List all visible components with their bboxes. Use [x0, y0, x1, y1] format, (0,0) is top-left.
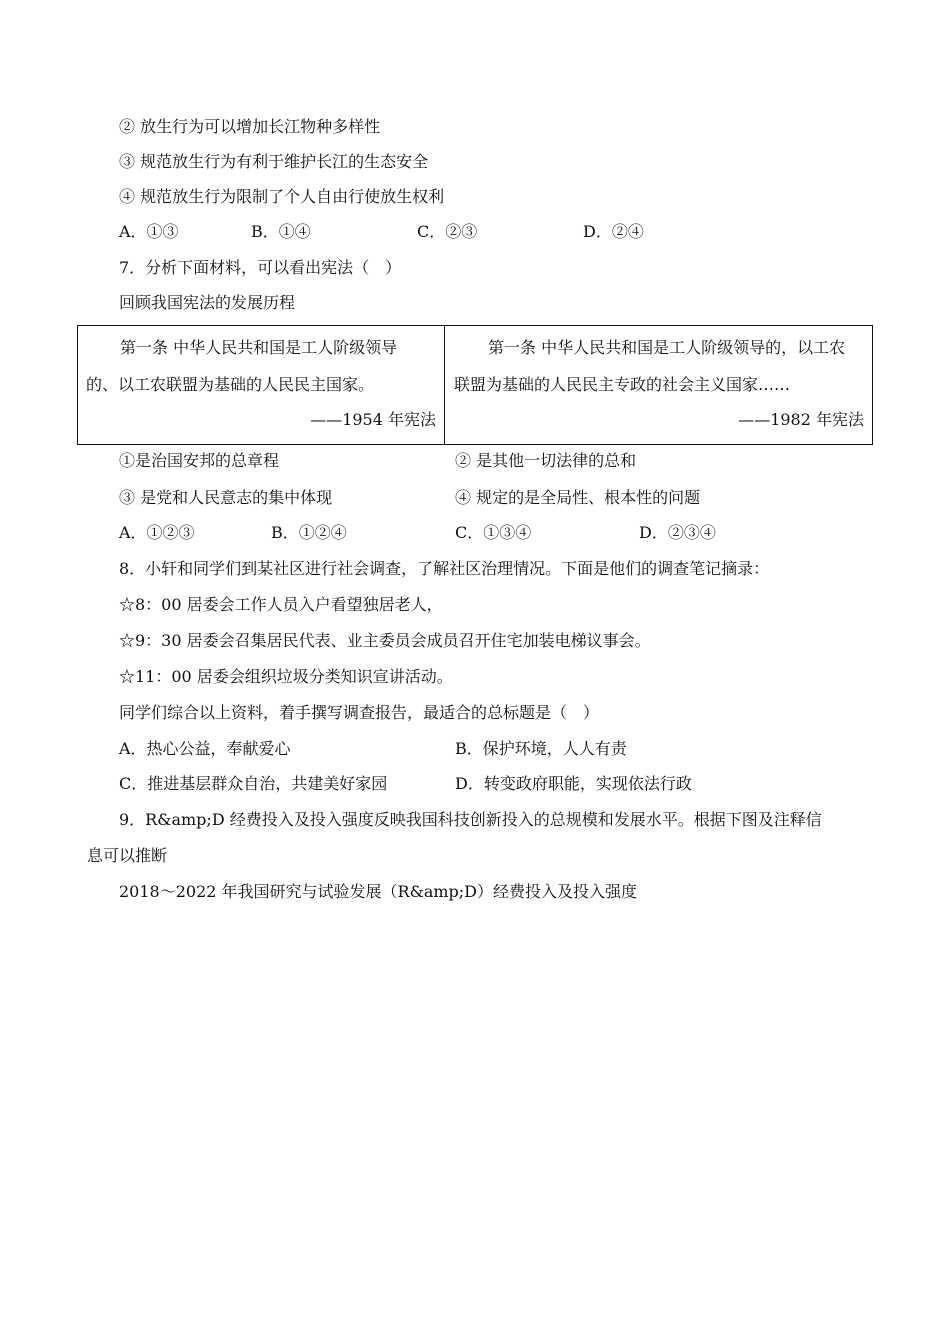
q9-stem-line2: 息可以推断	[87, 846, 168, 865]
q6-option-d: D．②④	[583, 222, 644, 241]
constitution-comparison-table	[77, 325, 873, 445]
q7-option-a: A．①②③	[119, 523, 195, 542]
table-right-source: ——1982 年宪法	[738, 410, 864, 429]
q8-question: 同学们综合以上资料，着手撰写调查报告，最适合的总标题是（ ）	[119, 703, 600, 722]
q8-stem: 8．小轩和同学们到某社区进行社会调查，了解社区治理情况。下面是他们的调查笔记摘录：	[119, 559, 770, 578]
table-left-source: ——1954 年宪法	[310, 410, 436, 429]
q6-option-a: A．①③	[119, 222, 179, 241]
q7-item-4: ④ 规定的是全局性、根本性的问题	[455, 488, 701, 507]
q8-note-2: ☆9：30 居委会召集居民代表、业主委员会成员召开住宅加装电梯议事会。	[119, 631, 651, 650]
q8-option-b: B．保护环境，人人有责	[455, 739, 627, 758]
q7-stem: 7．分析下面材料，可以看出宪法（ ）	[119, 258, 402, 277]
q6-option-c: C．②③	[417, 222, 478, 241]
q6-item-2: ② 放生行为可以增加长江物种多样性	[119, 117, 381, 136]
table-right-line1: 第一条 中华人民共和国是工人阶级领导的，以工农	[488, 338, 846, 357]
q8-note-3: ☆11：00 居委会组织垃圾分类知识宣讲活动。	[119, 667, 453, 686]
table-left-line2: 的、以工农联盟为基础的人民民主国家。	[86, 375, 375, 394]
q9-chart-title: 2018～2022 年我国研究与试验发展（R&amp;D）经费投入及投入强度	[119, 882, 637, 901]
q7-option-c: C．①③④	[455, 523, 532, 542]
q6-item-4: ④ 规范放生行为限制了个人自由行使放生权利	[119, 187, 445, 206]
q8-option-d: D．转变政府职能，实现依法行政	[455, 774, 692, 793]
q7-intro: 回顾我国宪法的发展历程	[119, 293, 296, 312]
q8-option-c: C．推进基层群众自治，共建美好家园	[119, 774, 388, 793]
q8-note-1: ☆8：00 居委会工作人员入户看望独居老人，	[119, 595, 443, 614]
table-left-line1: 第一条 中华人民共和国是工人阶级领导	[120, 338, 398, 357]
q6-option-b: B．①④	[251, 222, 311, 241]
table-right-line2: 联盟为基础的人民民主专政的社会主义国家……	[454, 375, 791, 394]
q6-item-3: ③ 规范放生行为有利于维护长江的生态安全	[119, 152, 429, 171]
q8-option-a: A．热心公益，奉献爱心	[119, 739, 291, 758]
q7-item-3: ③ 是党和人民意志的集中体现	[119, 488, 333, 507]
q7-option-b: B．①②④	[271, 523, 347, 542]
q7-item-2: ② 是其他一切法律的总和	[455, 451, 637, 470]
table-divider	[444, 326, 445, 444]
q7-item-1: ①是治国安邦的总章程	[119, 451, 280, 470]
q7-option-d: D．②③④	[639, 523, 716, 542]
q9-stem-line1: 9．R&amp;D 经费投入及投入强度反映我国科技创新投入的总规模和发展水平。根据下图及注释信	[119, 810, 822, 829]
